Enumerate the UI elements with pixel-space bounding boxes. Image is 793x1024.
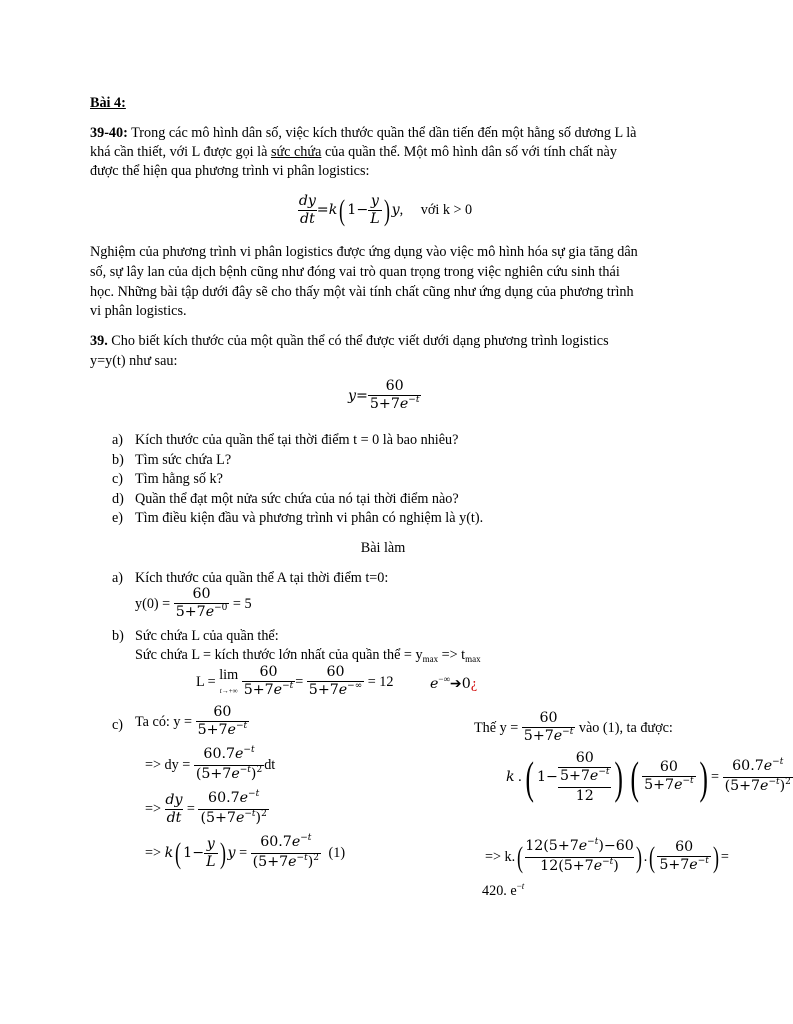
sol-b-result: = 12 bbox=[367, 673, 394, 690]
sol-c-step-1: Ta có: y = $\frac{60}{5+7e^{-t}}$ bbox=[135, 704, 249, 741]
problem39-label: 39. bbox=[90, 333, 108, 349]
para2-line-4: vi phân logistics. bbox=[90, 303, 187, 319]
solution-title: Bài làm bbox=[360, 540, 406, 556]
sol-c-label: c) bbox=[112, 717, 124, 733]
sol-c-step-2: => dy = $\frac{60.7e^{-t}}{(5+7e^{-t})^2}$ dt bbox=[145, 746, 275, 785]
sol-c-step-4: => k( 1− $\frac{y}{L}$ ) y = $\frac{60.7e^{-t}}{(5+7e^{-t})^2}$ (1) bbox=[145, 834, 345, 873]
intro-text-2b: của quần thể. Một mô hình dân số với tính chất này bbox=[321, 144, 617, 160]
sol-b-label: b) bbox=[112, 628, 124, 644]
sol-a-equation: y(0) = $\frac{60}{5+7e^{-0}}$ = 5 bbox=[135, 586, 252, 623]
intro-label: 39-40: bbox=[90, 125, 128, 141]
limit-note: e−∞➔0¿ bbox=[430, 674, 478, 692]
sol-b-line-1: Sức chứa L của quần thể: bbox=[135, 628, 279, 644]
para2-line-2: số, sự lây lan của dịch bệnh cũng như đóng vai trò quan trọng trong việc nghiên cứu sinh thái bbox=[90, 264, 620, 280]
sol-b-limit: L = lim t→+∞ $\frac{60}{5+7e^{-t}}$ = $\frac{60}{5+7e^{-\infty}}$ = 12 bbox=[196, 664, 394, 701]
intro-text-2a: khá cần thiết, với L được gọi là bbox=[90, 144, 271, 160]
sol-c-right-3: => k.( $\frac{12(5+7e^{-t})-60}{12(5+7e^{-t})}$ ) .( $\frac{60}{5+7e^{-t}}$ ) = bbox=[485, 838, 729, 877]
question-item: c) Tìm hằng số k? bbox=[112, 471, 223, 487]
truncated-line: 420. $e^{-t}$ bbox=[482, 881, 525, 899]
sol-c-right-1: Thế y = $\frac{60}{5+7e^{-t}}$ vào (1), ta được: bbox=[474, 710, 673, 747]
logistic-equation: $\frac{dy}{dt}$ =k( 1− $\frac{y}{L}$ ) y, với k > 0 bbox=[298, 193, 473, 227]
sol-c-step-3: => $\frac{dy}{dt}$ = $\frac{60.7e^{-t}}{(5+7e^{-t})^2}$ bbox=[145, 790, 269, 829]
intro-line-3: được thể hiện qua phương trình vi phân logistics: bbox=[90, 163, 370, 179]
question-item: b) Tìm sức chứa L? bbox=[112, 451, 232, 468]
sol-b-line-2: Sức chứa L = kích thước lớn nhất của quần thể = $y_{max} => t_{max}$ bbox=[135, 647, 481, 664]
question-item: a) Kích thước của quần thể tại thời điểm t = 0 là bao nhiêu? bbox=[112, 432, 459, 448]
intro-underlined-term: sức chứa bbox=[270, 144, 322, 160]
sol-a-label: a) bbox=[112, 570, 124, 586]
question-item: e) Tìm điều kiện đầu và phương trình vi phân có nghiệm là y(t). bbox=[112, 510, 484, 526]
solution-formula: y= $\frac{60}{5+7e^{-t}}$ bbox=[348, 378, 421, 415]
intro-line-2 bbox=[90, 143, 617, 162]
document-page bbox=[90, 0, 791, 1024]
equation-tag-1: (1) bbox=[328, 844, 346, 861]
question-list bbox=[90, 431, 676, 529]
para2-line-1: Nghiệm của phương trình vi phân logistics được ứng dụng vào việc mô hình hóa sự gia tăng dân bbox=[90, 244, 638, 260]
intro-line-1 bbox=[90, 124, 636, 143]
sol-a-result: = 5 bbox=[232, 595, 252, 612]
exercise-heading: Bài 4: bbox=[90, 95, 126, 111]
problem39-line-1 bbox=[90, 332, 609, 351]
para2-line-3: học. Những bài tập dưới đây sẽ cho thấy một vài tính chất cũng như ứng dụng của phương trình bbox=[90, 284, 634, 300]
sol-c-right-2: k .( 1− 60 $5+7e^{-t}$ 12 ) ( $\frac{60}{5+7e^{-t}}$ ) = $\frac{60.7e^{-t}}{(5+7e^{-t})^2}$ bbox=[506, 750, 791, 804]
logistic-condition: với k > 0 bbox=[420, 201, 473, 218]
question-item: d) Quần thể đạt một nửa sức chứa của nó tại thời điểm nào? bbox=[112, 490, 459, 507]
problem39-line-2: y=y(t) như sau: bbox=[90, 353, 178, 369]
intro-text-1: Trong các mô hình dân số, việc kích thước quần thể dần tiến đến một hằng số dương L là bbox=[131, 125, 637, 141]
dy-dt-fraction: $\frac{dy}{dt}$ bbox=[298, 193, 316, 227]
problem39-text-1: Cho biết kích thước của một quần thể có thể được viết dưới dạng phương trình logistics bbox=[111, 333, 609, 349]
sol-a-text: Kích thước của quần thể A tại thời điểm t=0: bbox=[135, 570, 389, 586]
